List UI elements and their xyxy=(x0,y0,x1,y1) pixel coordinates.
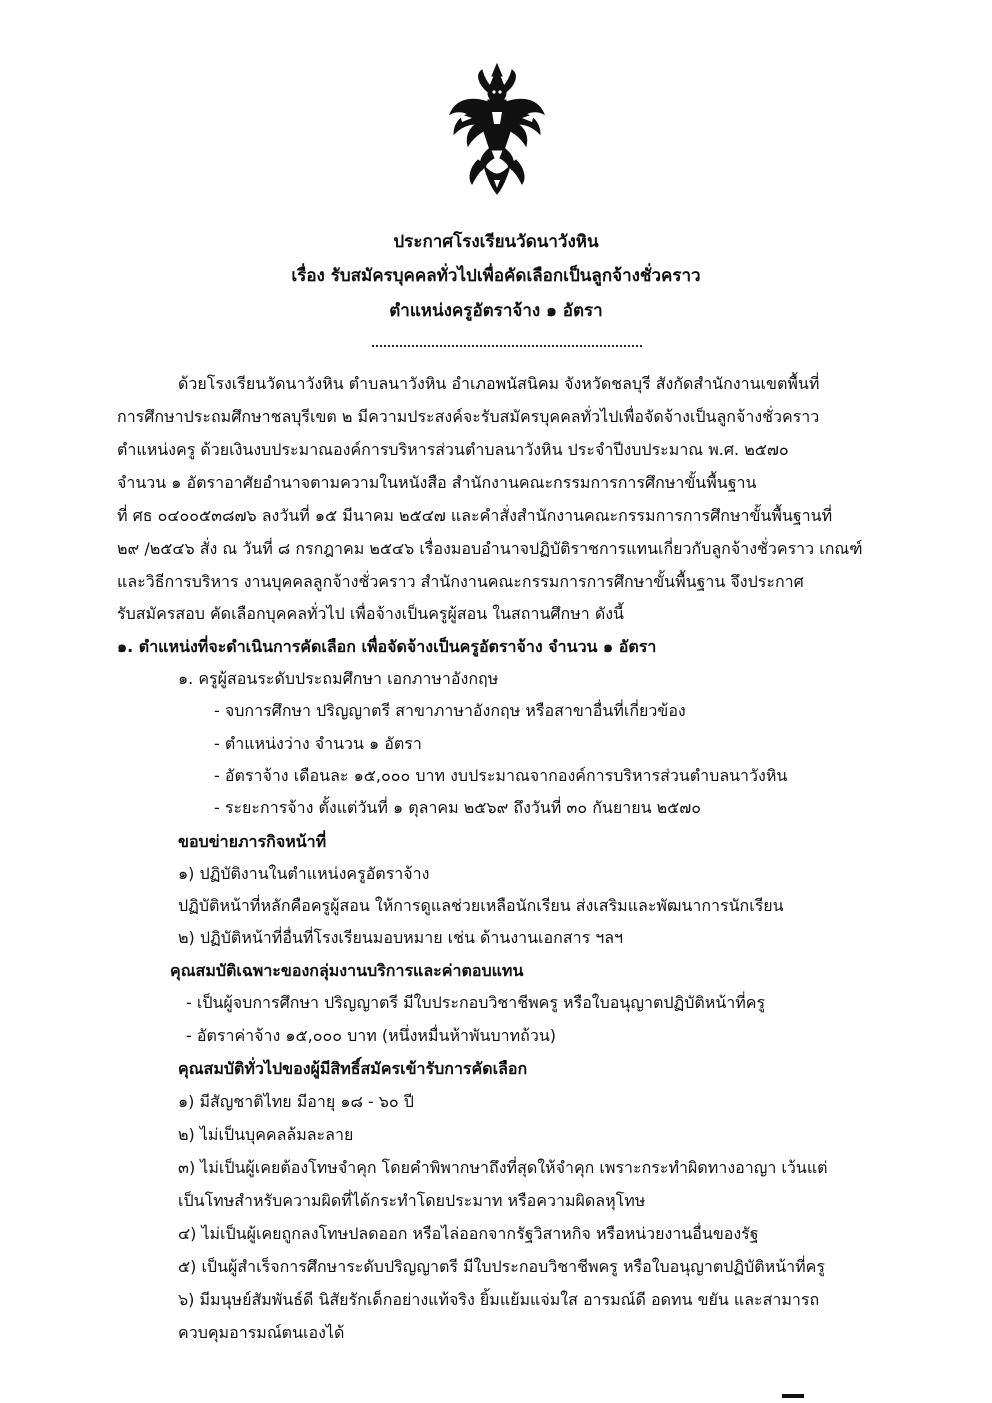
detail-item: - ระยะการจ้าง ตั้งแต่วันที่ ๑ ตุลาคม ๒๕๖๙ ถึงวันที่ ๓๐ กันยายน ๒๕๗๐ xyxy=(214,798,702,817)
section-heading: ๑. ตำแหน่งที่จะดำเนินการคัดเลือก เพื่อจัดจ้างเป็นครูอัตราจ้าง จำนวน ๑ อัตรา xyxy=(117,637,657,656)
intro-line: ที่ ศธ ๐๔๐๐๕๓๘๗๖ ลงวันที่ ๑๕ มีนาคม ๒๕๔๗ และคำสั่งสำนักงานคณะกรรมการการศึกษาขั้นพื้นฐานที่ xyxy=(117,506,833,525)
duties-heading: ขอบข่ายภารกิจหน้าที่ xyxy=(178,832,327,851)
qualification-item: - เป็นผู้จบการศึกษา ปริญญาตรี มีใบประกอบวิชาชีพครู หรือใบอนุญาตปฏิบัติหน้าที่ครู xyxy=(186,993,766,1012)
qualification-item: - อัตราค่าจ้าง ๑๕,๐๐๐ บาท (หนึ่งหมื่นห้าพันบาทถ้วน) xyxy=(186,1026,557,1045)
intro-line: จำนวน ๑ อัตราอาศัยอำนาจตามความในหนังสือ สำนักงานคณะกรรมการการศึกษาขั้นพื้นฐาน xyxy=(117,473,757,492)
general-qualification-item: ๑) มีสัญชาติไทย มีอายุ ๑๘ - ๖๐ ปี xyxy=(178,1092,414,1111)
general-qualification-item: ควบคุมอารมณ์ตนเองได้ xyxy=(178,1323,345,1342)
detail-item: - ตำแหน่งว่าง จำนวน ๑ อัตรา xyxy=(214,734,422,753)
intro-line: ๒๙ /๒๕๔๖ สั่ง ณ วันที่ ๘ กรกฎาคม ๒๕๔๖ เรื่องมอบอำนาจปฏิบัติราชการแทนเกี่ยวกับลูกจ้างชั่วคราว เกณฑ์ xyxy=(117,539,863,558)
announcement-title: ประกาศโรงเรียนวัดนาวังหิน xyxy=(393,232,599,252)
intro-line: และวิธีการบริหาร งานบุคคลลูกจ้างชั่วคราว สำนักงานคณะกรรมการการศึกษาขั้นพื้นฐาน จึงประกาศ xyxy=(117,572,804,591)
dotted-divider xyxy=(372,341,642,347)
duty-item: ปฏิบัติหน้าที่หลักคือครูผู้สอน ให้การดูแลช่วยเหลือนักเรียน ส่งเสริมและพัฒนาการนักเรียน xyxy=(178,896,784,915)
general-qualification-item: ๒) ไม่เป็นบุคคลล้มละลาย xyxy=(178,1125,354,1144)
general-qualifications-heading: คุณสมบัติทั่วไปของผู้มีสิทธิ์สมัครเข้ารับการคัดเลือก xyxy=(178,1059,528,1078)
intro-line: ตำแหน่งครู ด้วยเงินงบประมาณองค์การบริหารส่วนตำบลนาวังหิน ประจำปีงบประมาณ พ.ศ. ๒๕๗๐ xyxy=(117,440,789,459)
general-qualification-item: เป็นโทษสำหรับความผิดที่ได้กระทำโดยประมาท หรือความผิดลหุโทษ xyxy=(178,1191,646,1210)
specific-qualifications-heading: คุณสมบัติเฉพาะของกลุ่มงานบริการและค่าตอบแทน xyxy=(170,961,524,980)
general-qualification-item: ๕) เป็นผู้สำเร็จการศึกษาระดับปริญญาตรี มีใบประกอบวิชาชีพครู หรือใบอนุญาตปฏิบัติหน้าที่ครู xyxy=(178,1257,825,1276)
intro-line: รับสมัครสอบ คัดเลือกบุคคลทั่วไป เพื่อจ้างเป็นครูผู้สอน ในสถานศึกษา ดังนี้ xyxy=(117,604,624,623)
intro-line: การศึกษาประถมศึกษาชลบุรีเขต ๒ มีความประสงค์จะรับสมัครบุคคลทั่วไปเพื่อจัดจ้างเป็นลูกจ้างชั่วคราว xyxy=(117,407,820,426)
subsection-heading: ๑. ครูผู้สอนระดับประถมศึกษา เอกภาษาอังกฤษ xyxy=(178,669,499,688)
intro-line: ด้วยโรงเรียนวัดนาวังหิน ตำบลนาวังหิน อำเภอพนัสนิคม จังหวัดชลบุรี สังกัดสำนักงานเขตพื้นที่ xyxy=(178,374,820,393)
detail-item: - จบการศึกษา ปริญญาตรี สาขาภาษาอังกฤษ หรือสาขาอื่นที่เกี่ยวข้อง xyxy=(214,701,686,720)
garuda-emblem-icon xyxy=(448,62,546,197)
duty-item: ๒) ปฏิบัติหน้าที่อื่นที่โรงเรียนมอบหมาย เช่น ด้านงานเอกสาร ฯลฯ xyxy=(178,928,624,947)
page-break-mark xyxy=(782,1394,804,1398)
announcement-position: ตำแหน่งครูอัตราจ้าง ๑ อัตรา xyxy=(389,301,603,321)
detail-item: - อัตราจ้าง เดือนละ ๑๕,๐๐๐ บาท งบประมาณจากองค์การบริหารส่วนตำบลนาวังหิน xyxy=(214,766,788,785)
general-qualification-item: ๖) มีมนุษย์สัมพันธ์ดี นิสัยรักเด็กอย่างแท้จริง ยิ้มแย้มแจ่มใส อารมณ์ดี อดทน ขยัน และสามารถ xyxy=(178,1290,820,1309)
general-qualification-item: ๓) ไม่เป็นผู้เคยต้องโทษจำคุก โดยคำพิพากษาถึงที่สุดให้จำคุก เพราะกระทำผิดทางอาญา เว้นแต่ xyxy=(178,1158,828,1177)
announcement-subject: เรื่อง รับสมัครบุคคลทั่วไปเพื่อคัดเลือกเป็นลูกจ้างชั่วคราว xyxy=(291,266,701,286)
duty-item: ๑) ปฏิบัติงานในตำแหน่งครูอัตราจ้าง xyxy=(178,864,430,883)
general-qualification-item: ๔) ไม่เป็นผู้เคยถูกลงโทษปลดออก หรือไล่ออกจากรัฐวิสาหกิจ หรือหน่วยงานอื่นของรัฐ xyxy=(178,1224,759,1243)
